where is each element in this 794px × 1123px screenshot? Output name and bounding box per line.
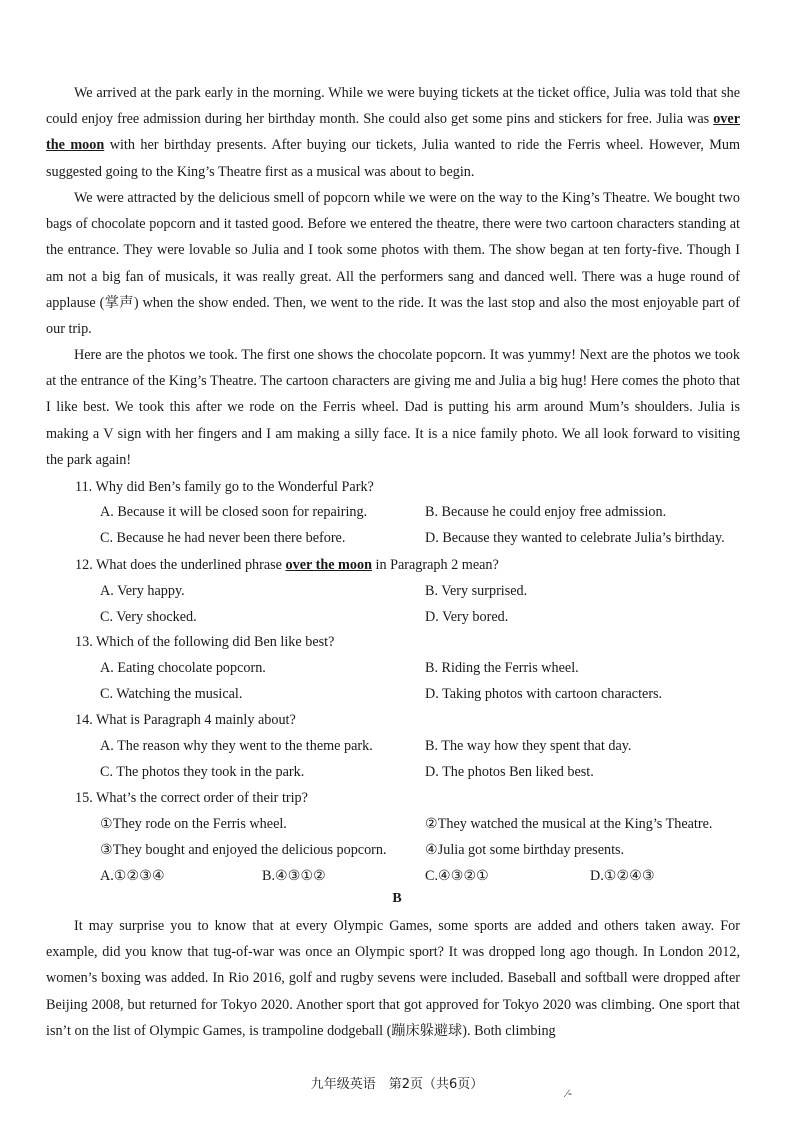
question-14-option-a[interactable]: A. The reason why they went to the theme park. [100,738,373,754]
page-footer: 九年级英语 第2页（共6页） [310,1077,484,1092]
question-15-option-d[interactable]: D.①②④③ [590,868,655,884]
paragraph-2-text-rest: with her birthday presents. After buying our tickets, Julia wanted to ride the Ferris wheel. However, Mum suggested going to the King’s Theatre first as a musical was about to begin. [46,137,740,180]
question-12-option-c[interactable]: C. Very shocked. [100,609,197,625]
question-11-option-b[interactable]: B. Because he could enjoy free admission. [425,504,667,520]
question-13-option-a[interactable]: A. Eating chocolate popcorn. [100,660,266,676]
question-12-option-a[interactable]: A. Very happy. [100,583,185,599]
question-14-option-c[interactable]: C. The photos they took in the park. [100,764,305,780]
underlined-phrase: over the moon [46,111,740,154]
question-15-event-4: ④Julia got some birthday presents. [425,842,625,858]
question-12-option-b[interactable]: B. Very surprised. [425,583,528,599]
question-13-option-c[interactable]: C. Watching the musical. [100,686,243,702]
question-13-option-d[interactable]: D. Taking photos with cartoon characters. [425,686,663,702]
question-15-stem: 15. What’s the correct order of their trip? [75,790,308,806]
question-15-option-b[interactable]: B.④③①② [262,868,326,884]
question-14-stem: 14. What is Paragraph 4 mainly about? [75,712,296,728]
question-15-option-c[interactable]: C.④③②① [425,868,489,884]
paragraph-3: We were attracted by the delicious smell of popcorn while we were on the way to the King’s Theatre. We bought two bags of chocolate popcorn and it tasted good. Before we entered the theatre, there were two cartoon characters standing at the entrance. They were lovable so Julia and I took some photos with them. The show began at ten forty-five. Though I am not a big fan of musicals, it was really great. All the performers sang and danced well. There was a huge round of applause (掌声) when the show ended. Then, we went to the ride. It was the last stop and also the most enjoyable part of our trip. [46,190,740,338]
section-b-paragraph-1: It may surprise you to know that at every Olympic Games, some sports are added and others taken away. For example, did you know that tug-of-war was once an Olympic sport? It was dropped long ago though. In London 2012, women’s boxing was added. In Rio 2016, golf and rugby sevens were included. Baseball and softball were dropped after Beijing 2008, but returned for Tokyo 2020. Another sport that got approved for Tokyo 2020 was climbing. One sport that isn’t on the list of Olympic Games, is trampoline dodgeball (蹦床躲避球). Both climbing [46,918,740,1039]
question-11-option-d[interactable]: D. Because they wanted to celebrate Julia’s birthday. [425,530,725,546]
question-11-stem: 11. Why did Ben’s family go to the Wonderful Park? [75,479,374,495]
paragraph-2 [46,80,740,185]
question-15-event-3: ③They bought and enjoyed the delicious popcorn. [100,842,387,858]
question-11-option-c[interactable]: C. Because he had never been there before. [100,530,346,546]
paragraph-4: Here are the photos we took. The first one shows the chocolate popcorn. It was yummy! Next are the photos we took at the entrance of the King’s Theatre. The cartoon characters are giving me and Julia a big hug! Here comes the photo that I like best. We took this after we rode on the Ferris wheel. Dad is putting his arm around Mum’s shoulders. Julia is making a V sign with her fingers and I am making a silly face. It is a nice family photo. We all look forward to visiting the park again! [46,347,740,468]
question-14-option-d[interactable]: D. The photos Ben liked best. [425,764,594,780]
question-13-option-b[interactable]: B. Riding the Ferris wheel. [425,660,579,676]
question-15-event-2: ②They watched the musical at the King’s Theatre. [425,816,713,832]
question-12-stem: 12. What does the underlined phrase over the moon in Paragraph 2 mean? [75,557,499,573]
question-13-stem: 13. Which of the following did Ben like best? [75,634,335,650]
paragraph-2-text: We arrived at the park early in the morning. While we were buying tickets at the ticket office, Julia was told that she could enjoy free admission during her birthday month. She could also get some pins and stickers for free. Julia was [46,85,740,128]
underlined-phrase: over the moon [285,557,372,573]
question-14-option-b[interactable]: B. The way how they spent that day. [425,738,632,754]
question-15-option-a[interactable]: A.①②③④ [100,868,165,884]
section-b-heading: B [392,891,402,906]
question-11-option-a[interactable]: A. Because it will be closed soon for repairing. [100,504,368,520]
question-15-event-1: ①They rode on the Ferris wheel. [100,816,287,832]
pen-mark: ⁄- [566,1086,572,1100]
question-12-option-d[interactable]: D. Very bored. [425,609,509,625]
